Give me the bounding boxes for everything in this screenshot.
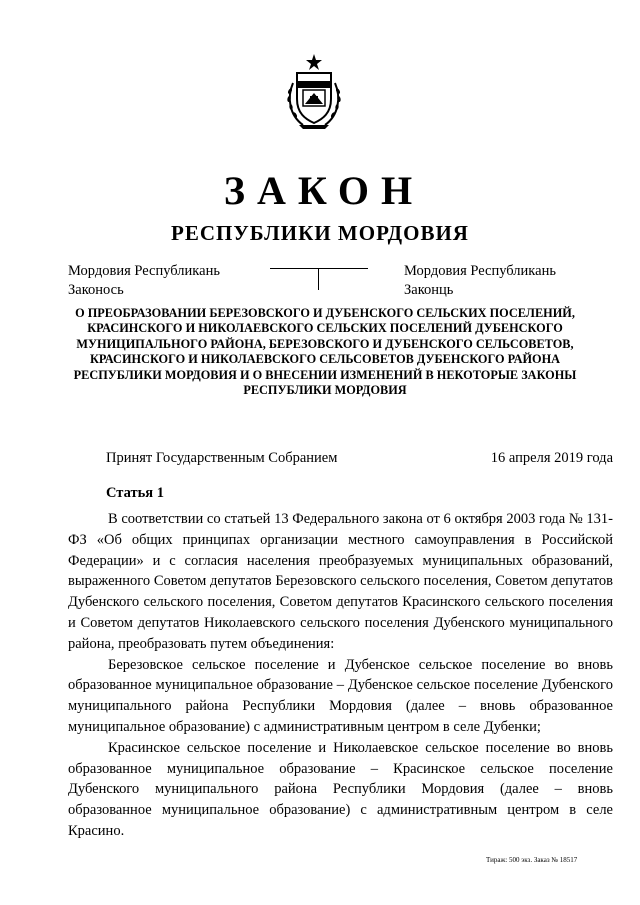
paragraph: Березовское сельское поселение и Дубенское сельское поселение во вновь образованное муниципальное образование – Дубенское сельское поселение Дубенского муниципального района Республики Мордовия (далее – вновь образованное муниципальное образование) с административным центром в селе Дубенки; [68, 656, 613, 735]
print-run-note: Тираж: 500 экз. Заказ № 18517 [486, 856, 578, 864]
law-heading: О ПРЕОБРАЗОВАНИИ БЕРЕЗОВСКОГО И ДУБЕНСКОГО СЕЛЬСКИХ ПОСЕЛЕНИЙ, КРАСИНСКОГО И НИКОЛАЕВСКОГО СЕЛЬСКИХ ПОСЕЛЕНИЙ ДУБЕНСКОГО МУНИЦИПАЛЬНОГО РАЙОНА, БЕРЕЗОВСКОГО И ДУБЕНСКОГО СЕЛЬСОВЕТОВ, КРАСИНСКОГО И НИКОЛАЕВСКОГО СЕЛЬСОВЕТОВ ДУБЕНСКОГО РАЙОНА РЕСПУБЛИКИ МОРДОВИЯ И О ВНЕСЕНИИ ИЗМЕНЕНИЙ В НЕКОТОРЫЕ ЗАКОНЫ РЕСПУБЛИКИ МОРДОВИЯ [73, 306, 577, 398]
divider-line [270, 268, 368, 269]
law-subtitle: РЕСПУБЛИКИ МОРДОВИЯ [171, 221, 469, 245]
article-body [68, 509, 613, 842]
coat-of-arms-icon [281, 53, 347, 131]
paragraph: Красинское сельское поселение и Николаевское сельское поселение во вновь образованное муниципальное образование – Красинское сельское поселение Дубенского муниципального района Республики Мордовия (далее – вновь образованное муниципальное образование) с административным центром в селе Красино. [68, 739, 613, 839]
adoption-line [106, 449, 613, 468]
right-title-line1: Мордовия Республикань [404, 263, 556, 279]
right-title-line2: Законць [404, 282, 454, 298]
mordovian-title-left [68, 262, 220, 300]
adoption-label: Принят Государственным Собранием [106, 450, 338, 466]
left-title-line1: Мордовия Республикань [68, 263, 220, 279]
left-title-line2: Законось [68, 282, 124, 298]
divider-vertical [318, 268, 319, 290]
paragraph: В соответствии со статьей 13 Федерального закона от 6 октября 2003 года № 131-ФЗ «Об общих принципах организации местного самоуправления в Российской Федерации» и с согласия населения преобразуемых муниципальных образований, выраженного Советом депутатов Березовского сельского поселения, Советом депутатов Дубенского сельского поселения, Советом депутатов Красинского сельского поселения и Советом депутатов Николаевского сельского поселения Дубенского муниципального района, преобразовать путем объединения: [68, 511, 613, 652]
adoption-date: 16 апреля 2019 года [490, 450, 613, 466]
law-title: ЗАКОН [223, 168, 425, 213]
mordovian-title-right [404, 262, 556, 300]
article-title: Статья 1 [106, 485, 164, 501]
